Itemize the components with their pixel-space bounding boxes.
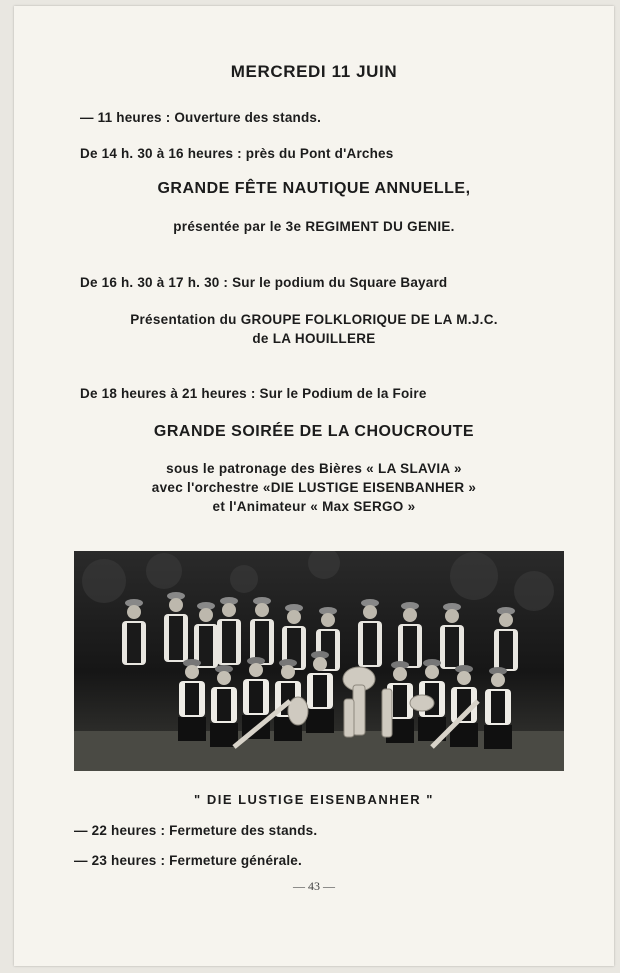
program-page bbox=[14, 6, 614, 966]
closing-item-general: — 23 heures : Fermeture générale. bbox=[74, 853, 302, 868]
band-photo-illustration bbox=[74, 551, 564, 771]
event-folklore-line1: Présentation du GROUPE FOLKLORIQUE DE LA M.J.C. bbox=[130, 312, 498, 327]
event-choucroute-line2: avec l'orchestre «DIE LUSTIGE EISENBANHER » bbox=[151, 480, 477, 495]
schedule-item-folklore-time: De 16 h. 30 à 17 h. 30 : Sur le podium du Square Bayard bbox=[80, 275, 448, 290]
band-photo bbox=[74, 551, 564, 771]
event-title-choucroute: GRANDE SOIRÉE DE LA CHOUCROUTE bbox=[153, 423, 475, 440]
event-choucroute-line3: et l'Animateur « Max SERGO » bbox=[212, 499, 416, 514]
event-folklore-line2: de LA HOUILLERE bbox=[252, 331, 376, 346]
photo-caption: " DIE LUSTIGE EISENBANHER " bbox=[194, 792, 434, 807]
event-choucroute-line1: sous le patronage des Bières « LA SLAVIA » bbox=[166, 461, 462, 476]
schedule-item-opening: — 11 heures : Ouverture des stands. bbox=[80, 110, 322, 125]
page-number: — 43 — bbox=[293, 879, 335, 893]
closing-item-stands: — 22 heures : Fermeture des stands. bbox=[74, 823, 318, 838]
event-subtitle-nautical: présentée par le 3e REGIMENT DU GENIE. bbox=[173, 219, 455, 234]
schedule-item-soiree-time: De 18 heures à 21 heures : Sur le Podium de la Foire bbox=[80, 386, 427, 401]
schedule-item-nautical-time: De 14 h. 30 à 16 heures : près du Pont d'Arches bbox=[80, 146, 394, 161]
event-title-nautical: GRANDE FÊTE NAUTIQUE ANNUELLE, bbox=[157, 180, 471, 197]
page-title: MERCREDI 11 JUIN bbox=[230, 62, 398, 81]
